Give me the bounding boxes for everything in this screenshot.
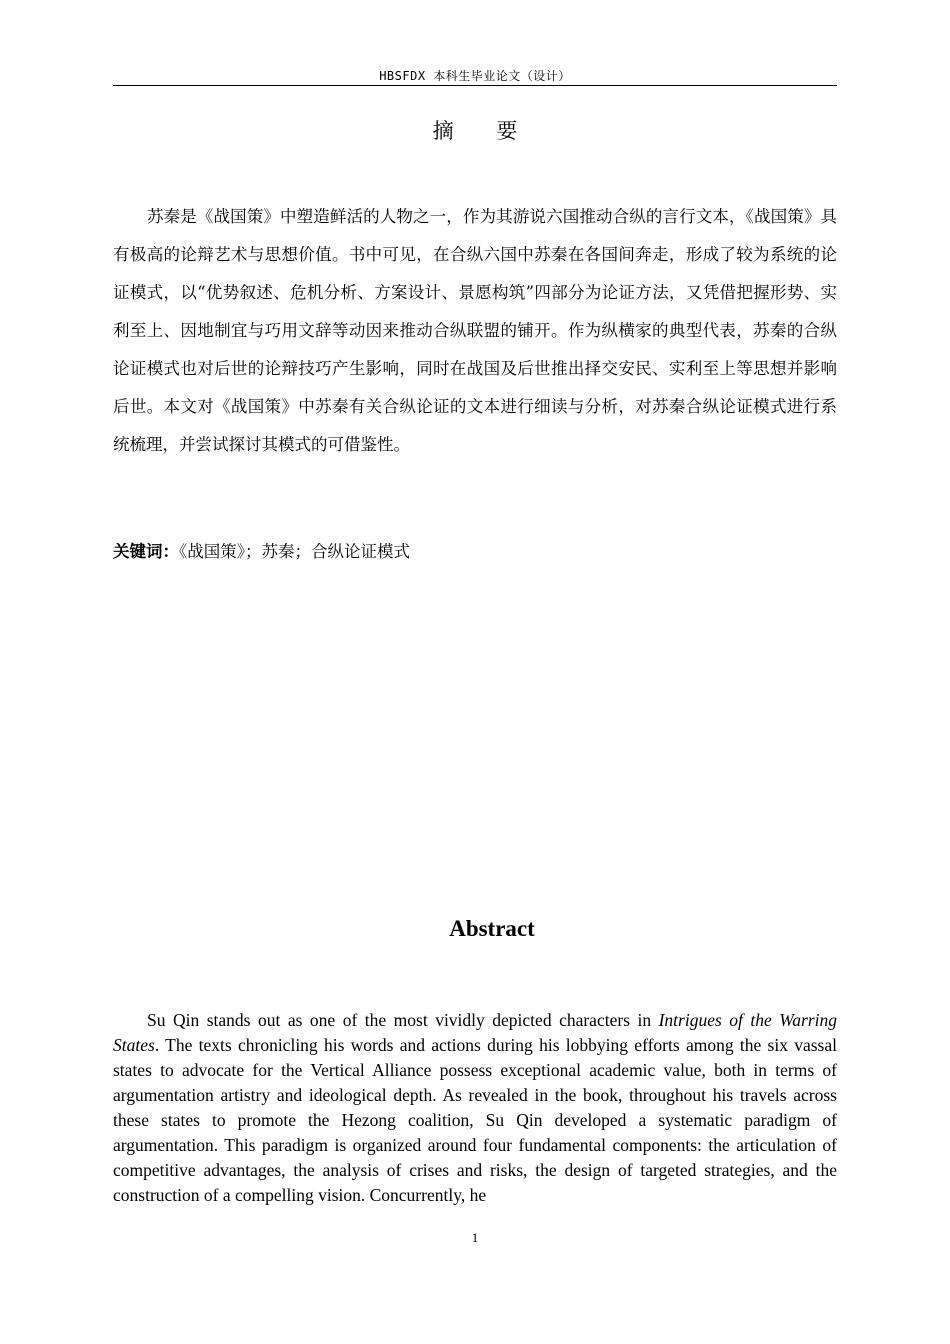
header-rule	[113, 85, 837, 86]
book-title: Intrigues of the Warring States	[113, 1010, 838, 1055]
english-abstract-intro: Su Qin stands out as one of the most vividly depicted characters in	[147, 1010, 659, 1030]
english-abstract-title: Abstract	[449, 916, 535, 941]
chinese-abstract-body: 苏秦是《战国策》中塑造鲜活的人物之一，作为其游说六国推动合纵的言行文本，《战国策》具有极高的论辩艺术与思想价值。书中可见，在合纵六国中苏秦在各国间奔走，形成了较为系统的论证模式，以“优势叙述、危机分析、方案设计、景愿构筑”四部分为论证方法，又凭借把握形势、实利至上、因地制宜与巧用文辞等动因来推动合纵联盟的铺开。作为纵横家的典型代表，苏秦的合纵论证模式也对后世的论辩技巧产生影响，同时在战国及后世推出择交安民、实利至上等思想并影响后世。本文对《战国策》中苏秦有关合纵论证的文本进行细读与分析，对苏秦合纵论证模式进行系统梳理，并尝试探讨其模式的可借鉴性。	[113, 207, 837, 454]
chinese-abstract-title: 摘 要	[432, 119, 536, 143]
page-header: HBSFDX 本科生毕业论文（设计）	[379, 69, 571, 83]
keywords-line	[113, 537, 837, 567]
keywords-text: 《战国策》；苏秦；合纵论证模式	[179, 542, 410, 561]
keywords-label: 关键词：	[113, 542, 179, 561]
english-abstract-body	[113, 1008, 837, 1208]
english-abstract-rest: . The texts chronicling his words and actions during his lobbying efforts among the six vassal states to advocate for the Vertical Alliance possess exceptional academic value, both in terms of argumentation artistry and ideological depth. As revealed in the book, throughout his travels across these states to promote the Hezong coalition, Su Qin developed a systematic paradigm of argumentation. This paradigm is organized around four fundamental components: the articulation of competitive advantages, the analysis of crises and risks, the design of targeted strategies, and the construction of a compelling vision. Concurrently, he	[113, 1035, 837, 1205]
page-number: 1	[471, 1230, 479, 1245]
